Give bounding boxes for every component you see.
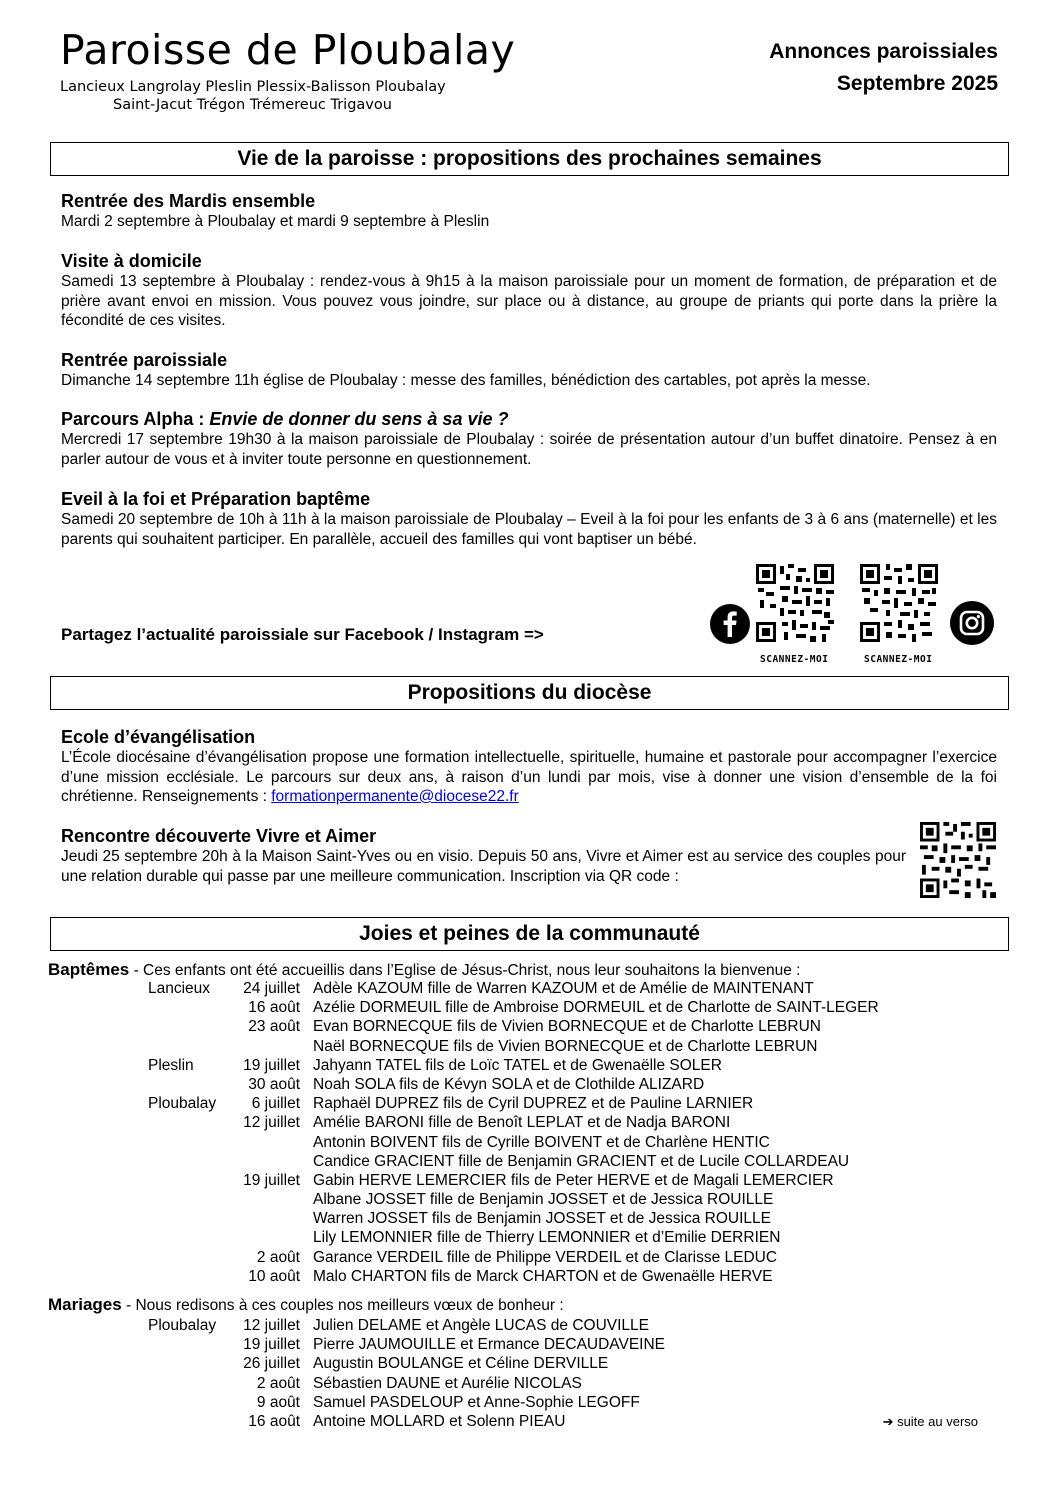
announcement-title: Eveil à la foi et Préparation baptême bbox=[61, 489, 371, 509]
parish-towns-line1: Lancieux Langrolay Pleslin Plessix-Balisson Ploubalay bbox=[60, 79, 446, 95]
announcement-mardis bbox=[61, 190, 997, 232]
row-date: 12 juillet bbox=[243, 1317, 300, 1334]
list-item bbox=[0, 1190, 1058, 1209]
row-date: 6 juillet bbox=[251, 1095, 300, 1113]
contact-email-link[interactable]: formationpermanente@diocese22.fr bbox=[271, 788, 519, 805]
row-desc: Sébastien DAUNE et Aurélie NICOLAS bbox=[313, 1374, 582, 1392]
instagram-icon[interactable] bbox=[950, 601, 994, 645]
announcement-text: Samedi 13 septembre à Ploubalay : rendez-vous à 9h15 à la maison paroissiale pour un moment de formation, de préparation et de prière avant envoi en mission. Vous pouvez vous joindre, sur place ou à distance, au groupe de priants qui porte dans la prière la fécondité de ces visites. bbox=[61, 273, 997, 329]
share-text: Partagez l’actualité paroissiale sur Facebook / Instagram => bbox=[61, 625, 544, 644]
list-item bbox=[0, 1248, 1058, 1267]
row-town: Ploubalay bbox=[148, 1095, 217, 1113]
facebook-qr-code[interactable] bbox=[756, 564, 834, 642]
row-town: Pleslin bbox=[148, 1056, 194, 1074]
announcement-text: Dimanche 14 septembre 11h église de Ploubalay : messe des familles, bénédiction des cartables, pot après la messe. bbox=[61, 372, 871, 389]
row-desc: Augustin BOULANGE et Céline DERVILLE bbox=[313, 1355, 609, 1373]
row-desc: Albane JOSSET fille de Benjamin JOSSET et de Jessica ROUILLE bbox=[313, 1191, 774, 1209]
vivre-aimer-qr-code[interactable] bbox=[920, 822, 996, 898]
row-desc: Noah SOLA fils de Kévyn SOLA et de Clothilde ALIZARD bbox=[313, 1075, 705, 1093]
scan-label-instagram: SCANNEZ-MOI bbox=[864, 654, 933, 665]
mariages-label: Mariages bbox=[48, 1295, 122, 1314]
row-date: 26 juillet bbox=[243, 1355, 300, 1373]
row-date: 19 juillet bbox=[243, 1336, 300, 1354]
list-item bbox=[0, 1171, 1058, 1190]
section-title-community: Joies et peines de la communauté bbox=[50, 917, 1009, 951]
announcement-rentree bbox=[61, 349, 997, 391]
row-desc: Jahyann TATEL fils de Loïc TATEL et de Gwenaëlle SOLER bbox=[313, 1056, 722, 1074]
row-date: 2 août bbox=[256, 1248, 300, 1266]
announcement-ecole bbox=[61, 726, 997, 807]
row-date: 10 août bbox=[248, 1267, 300, 1285]
announcement-visite bbox=[61, 250, 997, 331]
row-desc: Garance VERDEIL fille de Philippe VERDEIL et de Clarisse LEDUC bbox=[313, 1248, 778, 1266]
parish-title: Paroisse de Ploubalay bbox=[60, 26, 516, 74]
announcement-title: Rentrée paroissiale bbox=[61, 350, 228, 370]
section-title-diocese: Propositions du diocèse bbox=[50, 676, 1009, 710]
list-item bbox=[0, 1094, 1058, 1113]
baptemes-intro bbox=[48, 960, 800, 980]
row-date: 12 juillet bbox=[243, 1114, 300, 1132]
row-town: Lancieux bbox=[148, 980, 211, 997]
list-item bbox=[0, 998, 1058, 1017]
row-desc: Lily LEMONNIER fille de Thierry LEMONNIER et d’Emilie DERRIEN bbox=[313, 1229, 781, 1247]
row-desc: Samuel PASDELOUP et Anne-Sophie LEGOFF bbox=[313, 1393, 640, 1411]
list-item bbox=[0, 1335, 1058, 1354]
list-item bbox=[0, 1056, 1058, 1075]
row-desc: Evan BORNECQUE fils de Vivien BORNECQUE et de Charlotte LEBRUN bbox=[313, 1018, 821, 1036]
document-month: Septembre 2025 bbox=[836, 72, 998, 95]
row-date: 9 août bbox=[256, 1393, 300, 1411]
row-desc: Candice GRACIENT fille de Benjamin GRACIENT et de Lucile COLLARDEAU bbox=[313, 1152, 850, 1170]
row-desc: Amélie BARONI fille de Benoît LEPLAT et de Nadja BARONI bbox=[313, 1114, 731, 1132]
row-desc: Antonin BOIVENT fils de Cyrille BOIVENT et de Charlène HENTIC bbox=[313, 1133, 770, 1151]
row-date: 24 juillet bbox=[243, 980, 300, 997]
baptemes-intro-text: - Ces enfants ont été accueillis dans l’Eglise de Jésus-Christ, nous leur souhaitons la bienvenue : bbox=[129, 962, 801, 979]
scan-label-facebook: SCANNEZ-MOI bbox=[760, 654, 829, 665]
mariages-intro bbox=[48, 1295, 564, 1315]
row-town: Ploubalay bbox=[148, 1317, 217, 1334]
row-desc: Warren JOSSET fils de Benjamin JOSSET et de Jessica ROUILLE bbox=[313, 1210, 771, 1228]
row-date: 16 août bbox=[248, 1412, 300, 1430]
row-desc: Julien DELAME et Angèle LUCAS de COUVILLE bbox=[313, 1317, 650, 1334]
row-date: 16 août bbox=[248, 999, 300, 1017]
announcement-title: Visite à domicile bbox=[61, 251, 202, 271]
alpha-title: Parcours Alpha : bbox=[61, 409, 210, 429]
baptemes-list bbox=[0, 979, 1058, 1286]
section-title-parish-life: Vie de la paroisse : propositions des prochaines semaines bbox=[50, 142, 1009, 176]
row-desc: Antoine MOLLARD et Solenn PIEAU bbox=[313, 1412, 566, 1430]
row-date: 19 juillet bbox=[243, 1056, 300, 1074]
announcement-alpha bbox=[61, 408, 997, 469]
announcement-text bbox=[61, 748, 997, 807]
announcement-title: Rencontre découverte Vivre et Aimer bbox=[61, 826, 377, 846]
announcement-title bbox=[61, 408, 997, 430]
row-desc: Adèle KAZOUM fille de Warren KAZOUM et de Amélie de MAINTENANT bbox=[313, 980, 814, 997]
row-desc: Naël BORNECQUE fils de Vivien BORNECQUE et de Charlotte LEBRUN bbox=[313, 1037, 818, 1055]
row-desc: Malo CHARTON fils de Marck CHARTON et de Gwenaëlle HERVE bbox=[313, 1267, 773, 1285]
row-date: 2 août bbox=[256, 1374, 300, 1392]
announcement-title: Ecole d’évangélisation bbox=[61, 727, 256, 747]
list-item bbox=[0, 1133, 1058, 1152]
list-item bbox=[0, 1113, 1058, 1132]
instagram-qr-code[interactable] bbox=[860, 564, 938, 642]
baptemes-label: Baptêmes bbox=[48, 960, 130, 979]
ecole-text: L’École diocésaine d’évangélisation propose une formation intellectuelle, spirituelle, humaine et pastorale pour accompagner l’exercice d’une mission ecclésiale. Le parcours sur deux ans, à raison d’un lundi par mois, vise à donner une vision d’ensemble de la foi chrétienne. Renseignements : bbox=[61, 749, 997, 805]
list-item bbox=[0, 1228, 1058, 1247]
row-date: 30 août bbox=[248, 1075, 300, 1093]
list-item bbox=[0, 1037, 1058, 1056]
list-item bbox=[0, 1354, 1058, 1373]
row-desc: Pierre JAUMOUILLE et Ermance DECAUDAVEINE bbox=[313, 1336, 666, 1354]
list-item bbox=[0, 1075, 1058, 1094]
list-item bbox=[0, 1152, 1058, 1171]
row-desc: Azélie DORMEUIL fille de Ambroise DORMEUIL et de Charlotte de SAINT-LEGER bbox=[313, 999, 879, 1017]
row-desc: Gabin HERVE LEMERCIER fils de Peter HERVE et de Magali LEMERCIER bbox=[313, 1171, 834, 1189]
row-date: 19 juillet bbox=[243, 1171, 300, 1189]
parish-towns-line2: Saint-Jacut Trégon Trémereuc Trigavou bbox=[113, 97, 392, 113]
announcement-text: Jeudi 25 septembre 20h à la Maison Saint-Yves ou en visio. Depuis 50 ans, Vivre et Aimer est au service des couples pour une relation durable qui passe par une meilleure communication. Inscription via QR code : bbox=[61, 848, 906, 885]
row-date: 23 août bbox=[248, 1018, 300, 1036]
announcement-text: Mardi 2 septembre à Ploubalay et mardi 9 septembre à Pleslin bbox=[61, 213, 490, 230]
list-item bbox=[0, 1374, 1058, 1393]
announcement-text: Samedi 20 septembre de 10h à 11h à la maison paroissiale de Ploubalay – Eveil à la foi pour les enfants de 3 à 6 ans (maternelle) et les parents qui souhaitent participer. En parallèle, accueil des familles qui vont baptiser un bébé. bbox=[61, 511, 997, 548]
list-item bbox=[0, 1209, 1058, 1228]
alpha-subtitle: Envie de donner du sens à sa vie ? bbox=[209, 409, 509, 429]
list-item bbox=[0, 1267, 1058, 1286]
list-item bbox=[0, 1316, 1058, 1335]
continued-overleaf: ➔ suite au verso bbox=[882, 1414, 978, 1429]
announcement-text: Mercredi 17 septembre 19h30 à la maison paroissiale de Ploubalay : soirée de présentation autour d’un buffet dinatoire. Pensez à en parler autour de vous et à inviter toute personne en questionnement. bbox=[61, 431, 997, 468]
announcement-eveil bbox=[61, 488, 997, 549]
mariages-intro-text: - Nous redisons à ces couples nos meilleurs vœux de bonheur : bbox=[121, 1297, 564, 1314]
announcement-title: Rentrée des Mardis ensemble bbox=[61, 191, 316, 211]
row-desc: Raphaël DUPREZ fils de Cyril DUPREZ et de Pauline LARNIER bbox=[313, 1095, 754, 1113]
list-item bbox=[0, 979, 1058, 998]
document-type: Annonces paroissiales bbox=[769, 40, 998, 63]
list-item bbox=[0, 1017, 1058, 1036]
announcement-vivre-aimer bbox=[61, 825, 906, 886]
list-item bbox=[0, 1393, 1058, 1412]
document-heading bbox=[769, 36, 998, 100]
facebook-icon[interactable] bbox=[710, 604, 750, 644]
